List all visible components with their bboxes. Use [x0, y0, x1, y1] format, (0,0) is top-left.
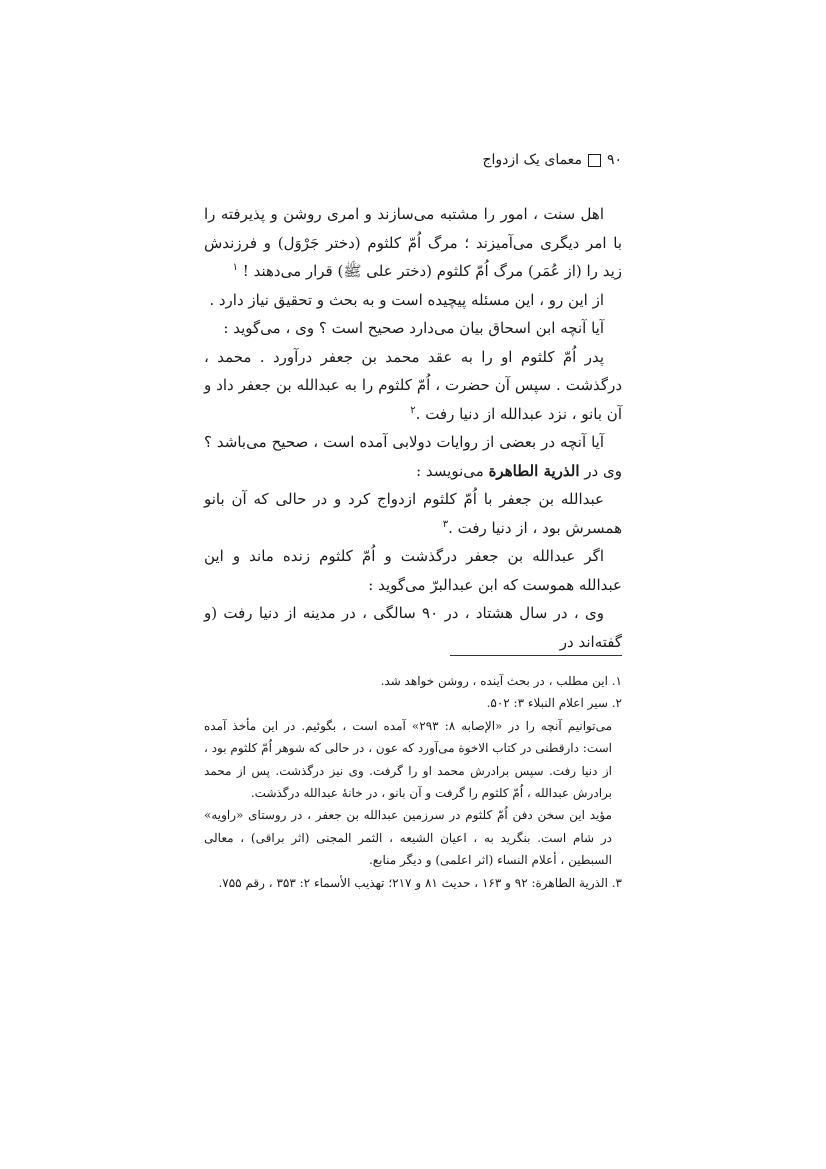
running-header — [204, 148, 622, 172]
paragraph: آیا آنچه ابن اسحاق بیان می‌دارد صحیح است ؟ وی ، می‌گوید : — [223, 319, 604, 337]
paragraph: اگر عبدالله بن جعفر درگذشت و اُمّ کلثوم زنده ماند و این عبدالله هموست که ابن عبدالبرّ می‌گوید : — [204, 547, 622, 594]
paragraph-text: اهل سنت ، امور را مشتبه می‌سازند و امری روشن و پذیرفته را با امر دیگری می‌آمیزند ؛ مرگ اُمّ کلثوم (دختر جَرْوَل) و فرزندش زید را (از عُمَر) مرگ اُمّ کلثوم (دختر علی ﷺ) قرار می‌دهند ! — [204, 205, 622, 280]
page-number: ۹۰ — [606, 152, 622, 168]
footnote: ۲. سیر اعلام النبلاء ۳: ۵۰۲. — [486, 696, 622, 711]
paragraph-text: عبدالله بن جعفر با اُمّ کلثوم ازدواج کرد و در حالی که آن بانو همسرش بود ، از دنیا رفت . — [204, 490, 622, 537]
quote-paragraph — [204, 485, 622, 542]
paragraph — [204, 428, 622, 485]
paragraph-text: پدر اُمّ کلثوم او را به عقد محمد بن جعفر درآورد . محمد ، درگذشت . سپس آن حضرت ، اُمّ کلثوم را به عبدالله بن جعفر داد و آن بانو ، نزد عبدالله از دنیا رفت . — [204, 347, 622, 423]
footnote-ref: ۱ — [232, 262, 238, 273]
book-title: الذریة الطاهرة — [488, 461, 580, 480]
paragraph-text: آیا آنچه در بعضی از روایات دولابی آمده است ، صحیح می‌باشد ؟ وی در — [204, 433, 622, 480]
footnote-continuation: می‌توانیم آنچه را در «الإصابه ۸: ۲۹۳» آمده است ، بگوئیم. در این مأخذ آمده است: دارقطنی در کتاب الاخوة می‌آورد که عون ، در حالی که شوهر اُمّ کلثوم بود ، از دنیا رفت. سپس برادرش محمد او را گرفت. وی نیز درگذشت. پس از محمد برادرش عبدالله ، اُمّ کلثوم را گرفت و آن بانو ، در خانهٔ عبدالله درگذشت. — [204, 718, 612, 801]
paragraph: از این رو ، این مسئله پیچیده است و به بحث و تحقیق نیاز دارد . — [209, 290, 604, 309]
paragraph-text: می‌نویسد : — [416, 461, 484, 480]
footnotes — [204, 670, 622, 894]
paragraph — [204, 200, 622, 286]
running-title: معمای یک ازدواج — [482, 152, 582, 168]
footnote-divider — [450, 655, 622, 656]
quote-paragraph — [204, 343, 622, 429]
footnote-ref: ۲ — [410, 404, 416, 416]
footnote-continuation: مؤید این سخن دفن اُمّ کلثوم در سرزمین عبدالله بن جعفر ، در روستای «راویه» در شام است. بنگرید به ، اعیان الشیعه ، الثمر المجنی (اثر براقی) ، معالی السبطین ، أعلام النساء (اثر اعلمی) و دیگر منابع. — [204, 808, 612, 868]
quote-paragraph: وی ، در سال هشتاد ، در ۹۰ سالگی ، در مدینه از دنیا رفت (و گفته‌اند در — [204, 604, 622, 651]
main-text — [204, 200, 622, 656]
footnote-ref: ۳ — [442, 518, 449, 530]
footnote: ۱. این مطلب ، در بحث آینده ، روشن خواهد شد. — [380, 674, 622, 688]
footnote: ۳. الذریة الطاهرة: ۹۲ و ۱۶۳ ، حدیث ۸۱ و ۲۱۷؛ تهذیب الأسماء ۲: ۳۵۳ ، رقم ۷۵۵. — [218, 875, 622, 890]
square-icon — [588, 154, 601, 167]
